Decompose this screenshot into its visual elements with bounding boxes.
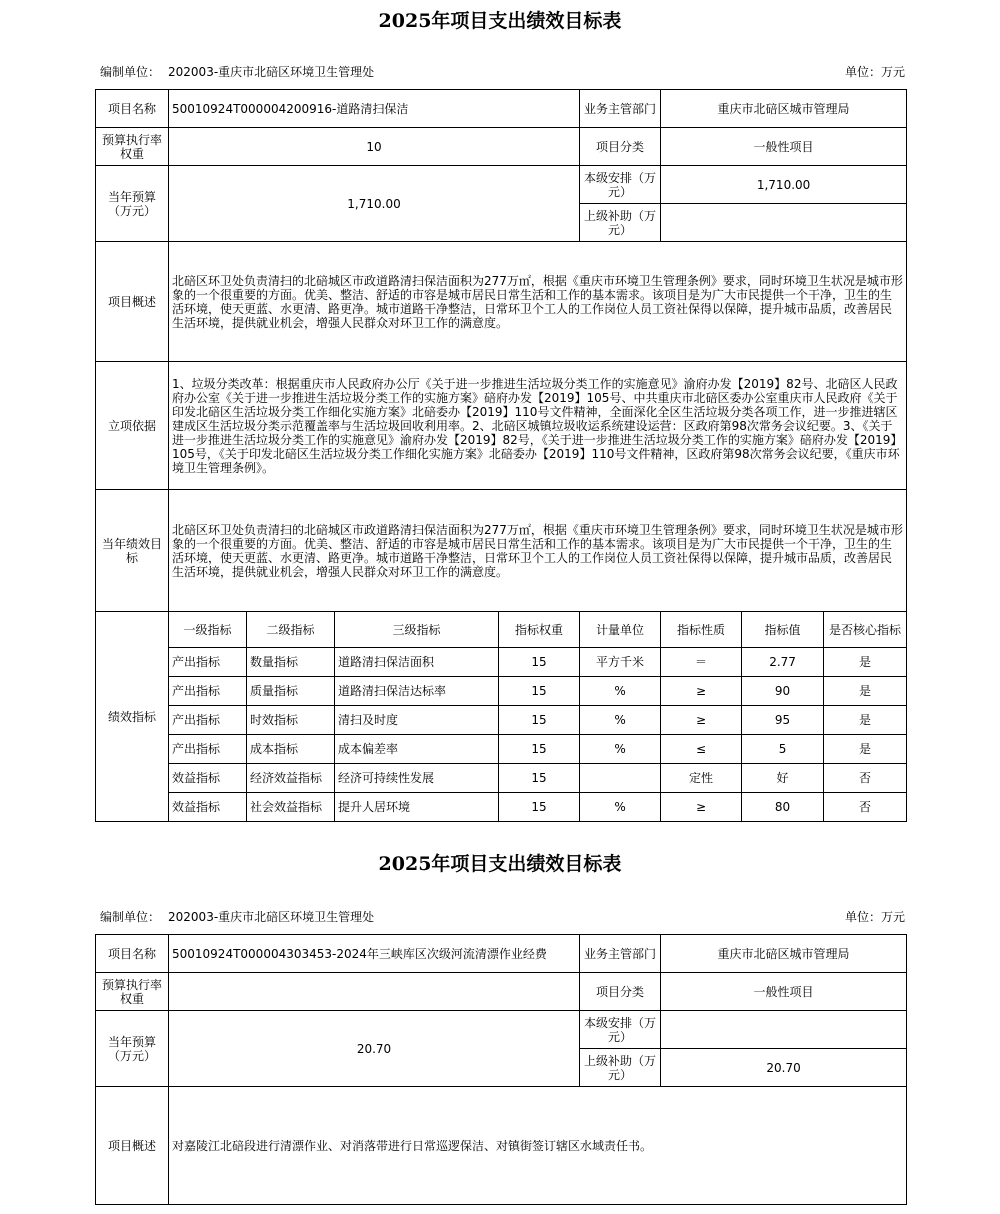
cell-nature: 定性: [661, 764, 742, 793]
budget-rate: 10: [169, 128, 580, 166]
performance-table-2: [95, 934, 907, 1205]
cell-level2: 社会效益指标: [247, 793, 335, 822]
header-level1: 一级指标: [169, 612, 247, 648]
unit-value: 202003-重庆市北碚区环境卫生管理处: [168, 910, 375, 924]
header-level3: 三级指标: [335, 612, 499, 648]
cell-weight: 15: [499, 706, 580, 735]
dept-value: 重庆市北碚区城市管理局: [661, 90, 907, 128]
annual-budget: 1,710.00: [169, 166, 580, 242]
cell-level3: 道路清扫保洁面积: [335, 648, 499, 677]
basis-text: 1、垃圾分类改革：根据重庆市人民政府办公厅《关于进一步推进生活垃圾分类工作的实施意见》渝府办发【2019】82号、北碚区人民政府办公室《关于进一步推进生活垃圾分类工作的实施方案》碚府办发【2019】105号、中共重庆市北碚区委办公室重庆市人民政府《关于印发北碚区生活垃圾分类工作细化实施方案》北碚委办【2019】110号文件精神，全面深化全区生活垃圾分类各项工作，进一步推进辖区建成区生活垃圾分类示范覆盖率与生活垃圾回收利用率。2、北碚区城镇垃圾收运系统建设运营：区政府第98次常务会议纪要。3、《关于进一步推进生活垃圾分类工作的实施意见》渝府办发【2019】82号，《关于进一步推进生活垃圾分类工作的实施方案》碚府办发【2019】105号，《关于印发北碚区生活垃圾分类工作细化实施方案》北碚委办【2019】110号文件精神，区政府第98次常务会议纪要，《重庆市环境卫生管理条例》。: [169, 362, 907, 490]
header-weight: 指标权重: [499, 612, 580, 648]
cell-weight: 15: [499, 677, 580, 706]
cell-unit: %: [580, 793, 661, 822]
unit-label: 编制单位：: [100, 65, 161, 79]
cell-value: 80: [742, 793, 824, 822]
label-budget-rate: 预算执行率权重: [96, 128, 169, 166]
label-project-name: 项目名称: [96, 90, 169, 128]
label-annual-budget: 当年预算（万元）: [96, 166, 169, 242]
cell-nature: ≥: [661, 706, 742, 735]
cell-core: 是: [824, 706, 907, 735]
label-local: 本级安排（万元）: [580, 1011, 661, 1049]
label-annual-budget: 当年预算（万元）: [96, 1011, 169, 1087]
cell-core: 是: [824, 677, 907, 706]
cell-unit: %: [580, 677, 661, 706]
upper-value: 20.70: [661, 1049, 907, 1087]
page-title: 2025年项目支出绩效目标表: [378, 10, 622, 32]
cell-value: 5: [742, 735, 824, 764]
label-category: 项目分类: [580, 973, 661, 1011]
budget-rate: [169, 973, 580, 1011]
indicator-header-row: [96, 612, 907, 648]
category-value: 一般性项目: [661, 973, 907, 1011]
header-nature: 指标性质: [661, 612, 742, 648]
overview-text: 对嘉陵江北碚段进行清漂作业、对消落带进行日常巡逻保洁、对镇街签订辖区水域责任书。: [169, 1087, 907, 1205]
cell-level3: 经济可持续性发展: [335, 764, 499, 793]
category-value: 一般性项目: [661, 128, 907, 166]
project-name: 50010924T000004200916-道路清扫保洁: [169, 90, 580, 128]
label-budget-rate: 预算执行率权重: [96, 973, 169, 1011]
table-row: [96, 764, 907, 793]
currency-label: 单位：万元: [844, 65, 905, 79]
cell-core: 是: [824, 648, 907, 677]
table-row: [96, 793, 907, 822]
header-value: 指标值: [742, 612, 824, 648]
overview-text: 北碚区环卫处负责清扫的北碚城区市政道路清扫保洁面积为277万㎡，根据《重庆市环境卫生管理条例》要求，同时环境卫生状况是城市形象的一个很重要的方面。优美、整洁、舒适的市容是城市居民日常生活和工作的基本需求。该项目是为广大市民提供一个干净，卫生的生活环境，使天更蓝、水更清、路更净。城市道路干净整洁，日常环卫个工人的工作岗位人员工资社保得以保障，提升城市品质，改善居民生活环境，提供就业机会，增强人民群众对环卫工作的满意度。: [169, 242, 907, 362]
label-upper: 上级补助（万元）: [580, 1049, 661, 1087]
cell-value: 95: [742, 706, 824, 735]
cell-level1: 产出指标: [169, 677, 247, 706]
cell-unit: 平方千米: [580, 648, 661, 677]
cell-value: 好: [742, 764, 824, 793]
cell-level3: 清扫及时度: [335, 706, 499, 735]
cell-level2: 质量指标: [247, 677, 335, 706]
cell-unit: %: [580, 735, 661, 764]
cell-level2: 成本指标: [247, 735, 335, 764]
label-indicators: 绩效指标: [96, 612, 169, 822]
label-project-name: 项目名称: [96, 935, 169, 973]
upper-value: [661, 204, 907, 242]
table-row: [96, 648, 907, 677]
cell-nature: ＝: [661, 648, 742, 677]
cell-weight: 15: [499, 793, 580, 822]
performance-table: [95, 89, 907, 822]
cell-level2: 经济效益指标: [247, 764, 335, 793]
cell-level1: 产出指标: [169, 706, 247, 735]
cell-nature: ≥: [661, 677, 742, 706]
cell-weight: 15: [499, 764, 580, 793]
cell-level3: 成本偏差率: [335, 735, 499, 764]
cell-nature: ≤: [661, 735, 742, 764]
label-goal: 当年绩效目标: [96, 490, 169, 612]
unit-line: [100, 63, 905, 80]
currency-label: 单位：万元: [844, 910, 905, 924]
annual-budget: 20.70: [169, 1011, 580, 1087]
unit-value: 202003-重庆市北碚区环境卫生管理处: [168, 65, 375, 79]
cell-level3: 提升人居环境: [335, 793, 499, 822]
cell-value: 2.77: [742, 648, 824, 677]
cell-unit: %: [580, 706, 661, 735]
cell-level1: 产出指标: [169, 648, 247, 677]
header-core: 是否核心指标: [824, 612, 907, 648]
cell-nature: ≥: [661, 793, 742, 822]
cell-level3: 道路清扫保洁达标率: [335, 677, 499, 706]
local-value: 1,710.00: [661, 166, 907, 204]
unit-label: 编制单位：: [100, 910, 161, 924]
label-dept: 业务主管部门: [580, 935, 661, 973]
table-row: [96, 677, 907, 706]
label-overview: 项目概述: [96, 242, 169, 362]
project-name: 50010924T000004303453-2024年三峡库区次级河流清漂作业经费: [169, 935, 580, 973]
label-basis: 立项依据: [96, 362, 169, 490]
cell-value: 90: [742, 677, 824, 706]
cell-unit: [580, 764, 661, 793]
cell-level1: 效益指标: [169, 764, 247, 793]
label-local: 本级安排（万元）: [580, 166, 661, 204]
table-row: [96, 706, 907, 735]
header-unit: 计量单位: [580, 612, 661, 648]
unit-line-2: [100, 908, 905, 925]
local-value: [661, 1011, 907, 1049]
cell-core: 否: [824, 764, 907, 793]
cell-level1: 效益指标: [169, 793, 247, 822]
label-upper: 上级补助（万元）: [580, 204, 661, 242]
goal-text: 北碚区环卫处负责清扫的北碚城区市政道路清扫保洁面积为277万㎡，根据《重庆市环境卫生管理条例》要求，同时环境卫生状况是城市形象的一个很重要的方面。优美、整洁、舒适的市容是城市居民日常生活和工作的基本需求。该项目是为广大市民提供一个干净，卫生的生活环境，使天更蓝、水更清、路更净。城市道路干净整洁，日常环卫个工人的工作岗位人员工资社保得以保障，提升城市品质，改善居民生活环境，提供就业机会，增强人民群众对环卫工作的满意度。: [169, 490, 907, 612]
cell-level2: 时效指标: [247, 706, 335, 735]
cell-weight: 15: [499, 648, 580, 677]
cell-level2: 数量指标: [247, 648, 335, 677]
cell-weight: 15: [499, 735, 580, 764]
label-overview: 项目概述: [96, 1087, 169, 1205]
table-row: [96, 735, 907, 764]
dept-value: 重庆市北碚区城市管理局: [661, 935, 907, 973]
label-dept: 业务主管部门: [580, 90, 661, 128]
cell-core: 否: [824, 793, 907, 822]
header-level2: 二级指标: [247, 612, 335, 648]
cell-level1: 产出指标: [169, 735, 247, 764]
label-category: 项目分类: [580, 128, 661, 166]
page-title-2: 2025年项目支出绩效目标表: [378, 853, 622, 875]
cell-core: 是: [824, 735, 907, 764]
